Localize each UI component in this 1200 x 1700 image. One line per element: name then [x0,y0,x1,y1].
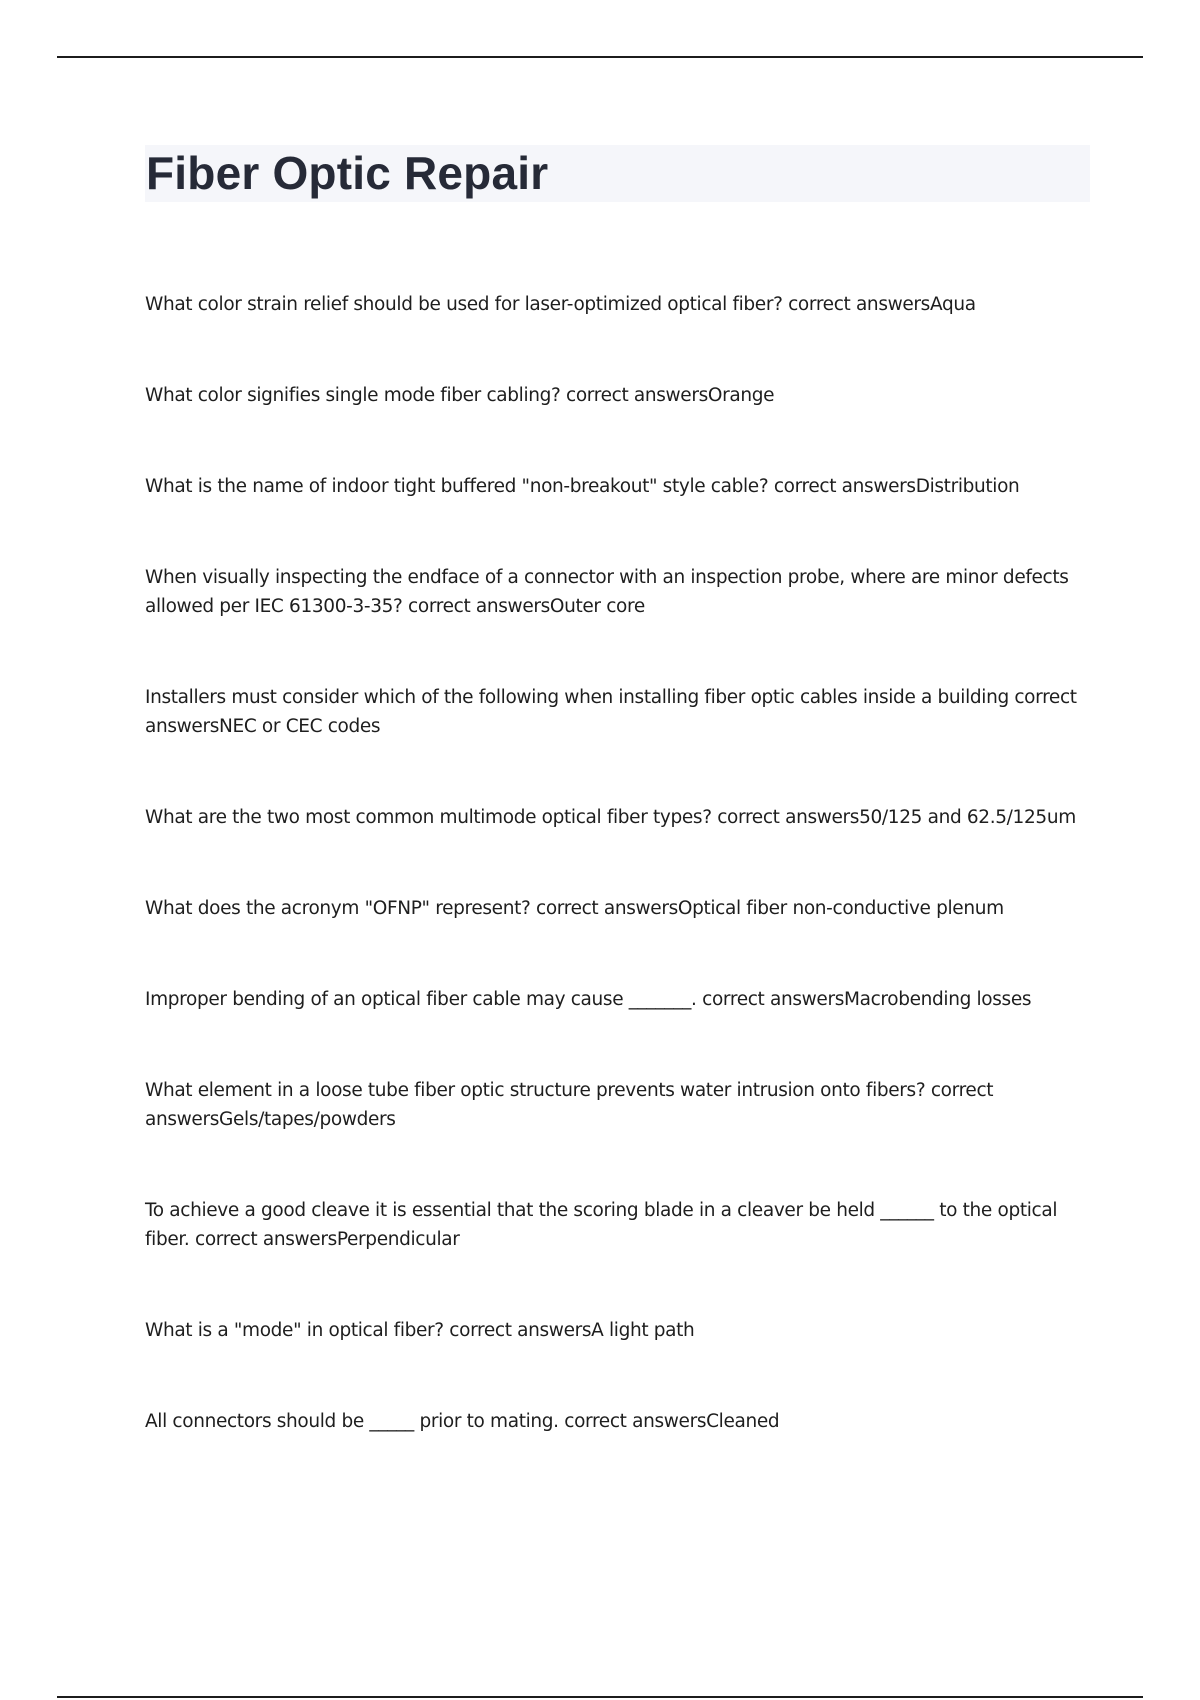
qa-item: What does the acronym "OFNP" represent? correct answersOptical fiber non-conductive plenum [145,898,1004,919]
qa-item: What are the two most common multimode optical fiber types? correct answers50/125 and 62.5/125um [145,807,1076,828]
qa-item: All connectors should be _____ prior to mating. correct answersCleaned [145,1411,780,1432]
qa-item: What color strain relief should be used for laser-optimized optical fiber? correct answersAqua [145,294,976,315]
qa-item: What is the name of indoor tight buffered "non-breakout" style cable? correct answersDistribution [145,476,1020,497]
qa-item: What is a "mode" in optical fiber? correct answersA light path [145,1320,695,1341]
qa-item: Improper bending of an optical fiber cable may cause _______. correct answersMacrobending losses [145,989,1032,1010]
qa-item: Installers must consider which of the following when installing fiber optic cables inside a building correct answersNEC or CEC codes [145,687,1077,737]
qa-item: What element in a loose tube fiber optic structure prevents water intrusion onto fibers? correct answersGels/tapes/powders [145,1080,994,1130]
qa-item: What color signifies single mode fiber cabling? correct answersOrange [145,385,775,406]
top-rule [57,56,1143,58]
page-title: Fiber Optic Repair [146,147,549,199]
qa-item: When visually inspecting the endface of a connector with an inspection probe, where are minor defects allowed per IEC 61300-3-35? correct answersOuter core [145,567,1069,617]
bottom-rule [57,1696,1143,1698]
qa-item: To achieve a good cleave it is essential that the scoring blade in a cleaver be held ______ to the optical fiber. correct answersPerpendicular [145,1200,1058,1250]
